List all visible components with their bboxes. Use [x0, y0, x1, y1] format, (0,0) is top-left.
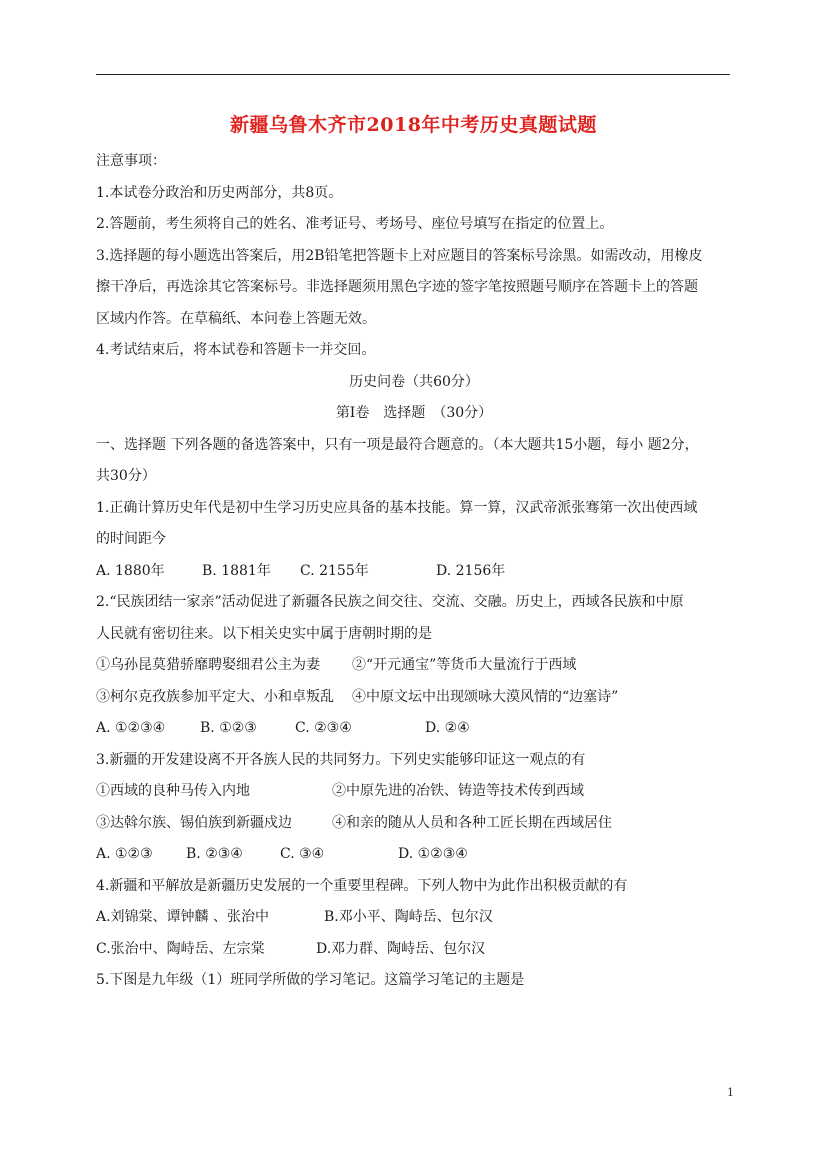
notice-item: 1.本试卷分政治和历史两部分，共8页。 — [96, 184, 343, 201]
question-5-stem: 5.下图是九年级（1）班同学所做的学习笔记。这篇学习笔记的主题是 — [96, 972, 525, 988]
option-c: C.张治中、陶峙岳、左宗棠 — [96, 940, 265, 957]
option-a: A.刘锦棠、谭钟麟 、张治中 — [96, 909, 270, 925]
option-d: D.邓力群、陶峙岳、包尔汉 — [316, 940, 486, 957]
question-4-options — [96, 902, 732, 934]
header-rule — [96, 74, 730, 75]
notice-item: 2.答题前，考生须将自己的姓名、准考证号、考场号、座位号填写在指定的位置上。 — [96, 216, 614, 232]
statement: ②中原先进的冶铁、铸造等技术传到西域 — [332, 783, 584, 799]
statement: ③柯尔克孜族参加平定大、小和卓叛乱 — [96, 688, 334, 705]
option-a: A. ①②③ — [96, 846, 153, 862]
option-a: A. ①②③④ — [96, 720, 166, 736]
question-2-stem: 2.“民族团结一家亲”活动促进了新疆各民族之间交往、交流、交融。历史上，西域各民族和中原 — [96, 594, 684, 610]
notice-item: 擦干净后，再选涂其它答案标号。非选择题须用黑色字迹的签字笔按照题号顺序在答题卡上的答题 — [96, 279, 698, 295]
instructions-line: 共30分） — [96, 468, 156, 484]
option-b: B.邓小平、陶峙岳、包尔汉 — [324, 909, 493, 925]
statement: ②“开元通宝”等货币大量流行于西域 — [352, 657, 577, 673]
question-3-stem: 3.新疆的开发建设离不开各族人民的共同努力。下列史实能够印证这一观点的有 — [96, 751, 586, 768]
option-b: B. ①②③ — [200, 720, 257, 736]
option-a: A. 1880年 — [96, 562, 165, 579]
option-c: C. ③④ — [280, 846, 325, 862]
question-2-stem: 人民就有密切往来。以下相关史实中属于唐朝时期的是 — [96, 625, 432, 642]
option-b: B. 1881年 — [202, 562, 271, 579]
notice-item: 4.考试结束后，将本试卷和答题卡一并交回。 — [96, 342, 376, 358]
statement: ①乌孙昆莫猎骄靡聘娶细君公主为妻 — [96, 657, 320, 673]
option-d: D. ①②③④ — [398, 846, 468, 862]
question-3-statements — [96, 776, 732, 808]
option-c: C. 2155年 — [300, 562, 369, 579]
question-1-options — [96, 556, 732, 588]
option-c: C. ②③④ — [295, 720, 352, 736]
part-title: 第Ⅰ卷 选择题 （30分） — [335, 405, 493, 421]
option-d: D. ②④ — [425, 720, 470, 736]
notice-heading: 注意事项： — [96, 153, 166, 169]
statement: ④中原文坛中出现颂咏大漠风情的“边塞诗” — [352, 688, 619, 705]
document-body — [96, 146, 732, 997]
question-4-options — [96, 934, 732, 966]
question-2-statements — [96, 650, 732, 682]
section-title: 历史问卷（共60分） — [349, 373, 479, 390]
question-4-stem: 4.新疆和平解放是新疆历史发展的一个重要里程碑。下列人物中为此作出积极贡献的有 — [96, 877, 628, 894]
page-number: 1 — [727, 1086, 734, 1099]
option-b: B. ②③④ — [186, 846, 243, 862]
notice-item: 3.选择题的每小题选出答案后，用2B铅笔把答题卡上对应题目的答案标号涂黑。如需改动，用橡皮 — [96, 247, 703, 264]
question-2-statements — [96, 682, 732, 714]
statement: ①西域的良种马传入内地 — [96, 783, 250, 799]
question-3-options — [96, 839, 732, 871]
question-2-options — [96, 713, 732, 745]
document-title: 新疆乌鲁木齐市2018年中考历史真题试题 — [230, 114, 597, 136]
question-1-stem: 1.正确计算历史年代是初中生学习历史应具备的基本技能。算一算，汉武帝派张骞第一次出使西域 — [96, 499, 698, 516]
instructions-line: 一、选择题 下列各题的备选答案中，只有一项是最符合题意的。（本大题共15小题，每小 题2分， — [96, 436, 699, 453]
question-3-statements — [96, 808, 732, 840]
notice-item: 区域内作答。在草稿纸、本问卷上答题无效。 — [96, 310, 376, 327]
question-1-stem: 的时间距今 — [96, 531, 166, 547]
option-d: D. 2156年 — [436, 562, 506, 579]
statement: ④和亲的随从人员和各种工匠长期在西域居住 — [332, 814, 612, 831]
statement: ③达斡尔族、锡伯族到新疆戍边 — [96, 814, 292, 831]
